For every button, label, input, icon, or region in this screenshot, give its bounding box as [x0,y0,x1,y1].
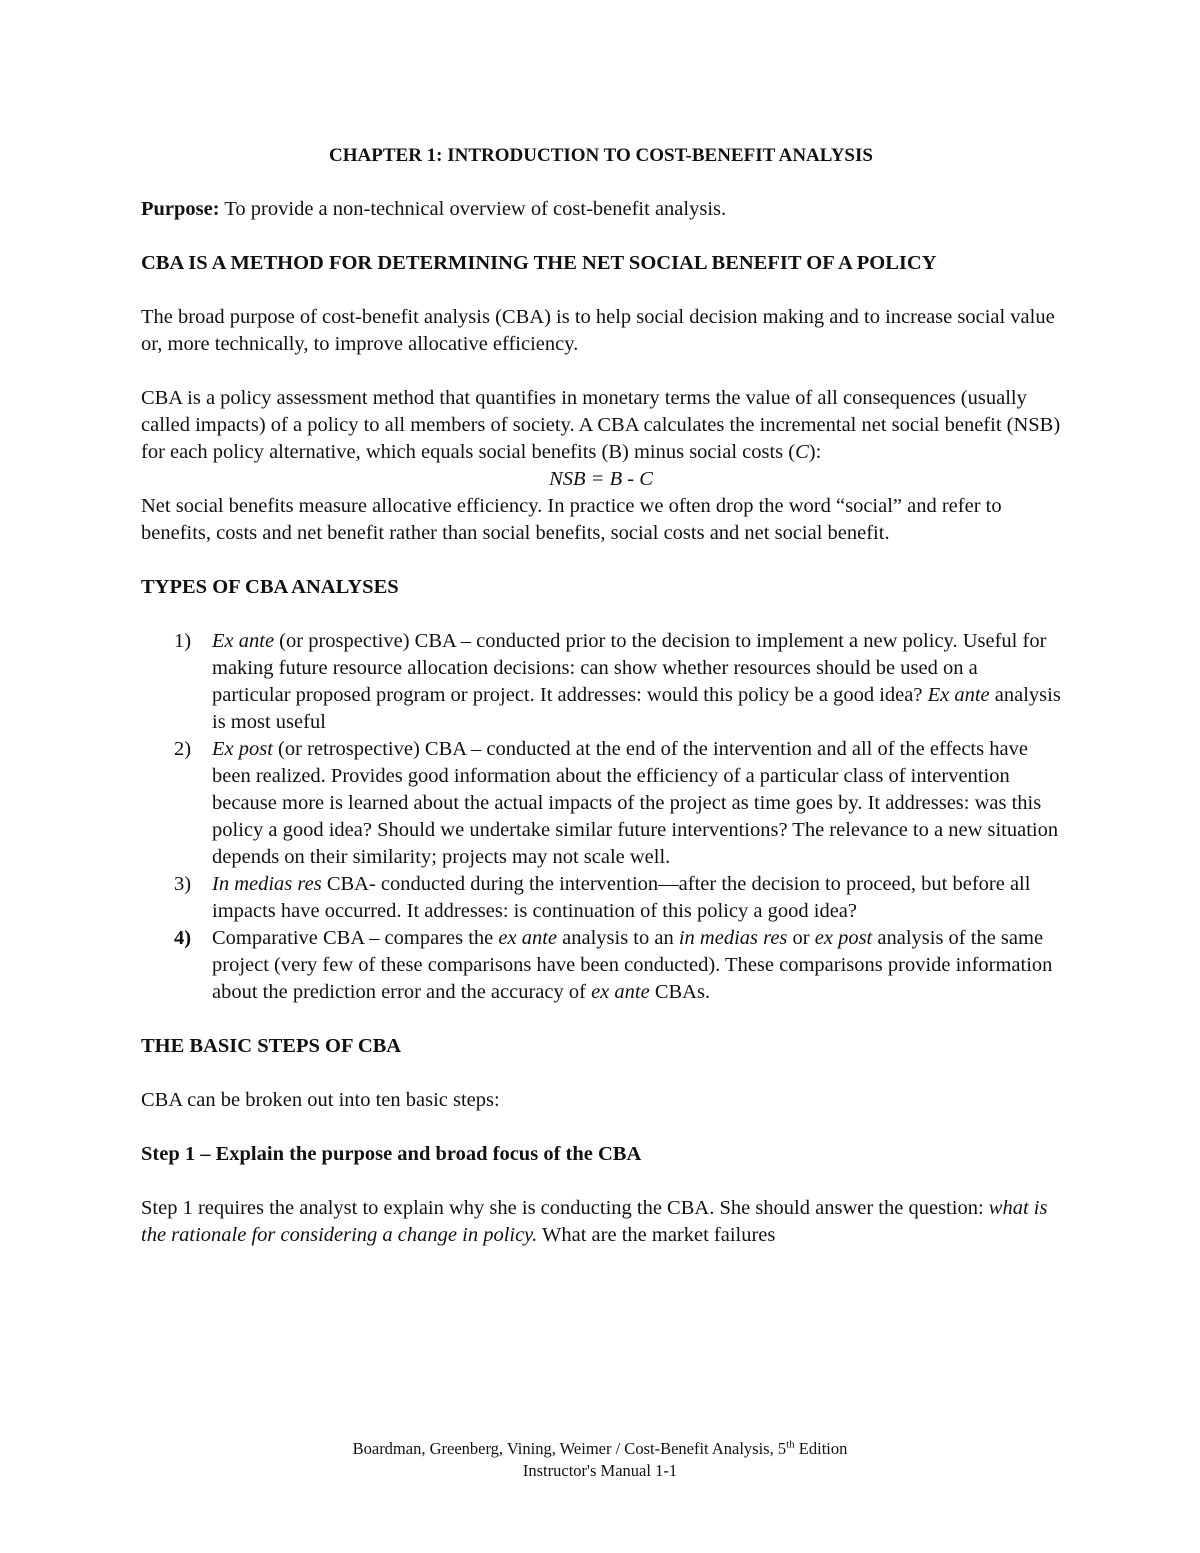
list-item-number: 1) [174,630,192,652]
footer-citation [0,1438,1200,1460]
list-item-number: 2) [174,738,192,760]
list-item-text: (or retrospective) CBA – conducted at the end of the intervention and all of the effects have been realized. Provides good information about the efficiency of a particular class of intervention because more is learned about the actual impacts of the project as time goes by. It addresses: was this policy a good idea? Should we undertake similar future interventions? The relevance to a new situation depends on their similarity; projects may not scale well. [212,738,1059,868]
list-item-text: analysis of the same project (very few of these comparisons have been conducted). These comparisons provide information about the prediction error and the accuracy of [212,927,1053,1003]
list-item [141,925,1061,1006]
policy-assessment-text: CBA is a policy assessment method that quantifies in monetary terms the value of all consequences (usually called impacts) of a policy to all members of society. A CBA calculates the incremental net social benefit (NSB) for each policy alternative, which equals social benefits (B) minus social costs ( [141,387,1061,463]
step-1-text-end: What are the market failures [537,1224,776,1246]
paragraph-net-social-benefits: Net social benefits measure allocative efficiency. In practice we often drop the word “social” and refer to benefits, costs and net benefit rather than social benefits, social costs and net social benefit. [141,495,1002,544]
list-item-text: or [787,927,815,949]
chapter-title: CHAPTER 1: INTRODUCTION TO COST-BENEFIT ANALYSIS [329,145,873,166]
list-item-term: ex ante [591,981,650,1003]
list-item-text: CBA- conducted during the intervention—after the decision to proceed, but before all impacts have occurred. It addresses: is continuation of this policy a good idea? [212,873,1031,922]
list-item-term: ex ante [498,927,557,949]
list-item-text: analysis to an [557,927,679,949]
list-item-term: In medias res [212,873,322,895]
list-item-text: Comparative CBA – compares the [212,927,499,949]
policy-assessment-text-end: ): [808,441,822,463]
types-list [141,628,1061,1006]
page-footer [0,1438,1200,1482]
list-item [141,871,1061,925]
footer-edition-suffix: th [786,1438,795,1451]
paragraph-policy-assessment [141,385,1061,466]
section-heading-basic-steps: THE BASIC STEPS OF CBA [141,1035,402,1057]
list-item-term: ex post [814,927,873,949]
step-1-text: Step 1 requires the analyst to explain why she is conducting the CBA. She should answer the question: [141,1197,989,1219]
list-item-term: Ex ante [927,684,990,706]
list-item-text: analysis is most useful [212,684,1061,733]
nsb-equation: NSB = B - C [549,468,653,490]
list-item-term: Ex ante [212,630,275,652]
purpose-text: To provide a non-technical overview of cost-benefit analysis. [219,198,727,220]
list-item-term: in medias res [678,927,788,949]
step-1-question: what is the rationale for considering a change in policy. [141,1197,1048,1246]
paragraph-ten-steps: CBA can be broken out into ten basic steps: [141,1089,500,1111]
list-item-term: Ex post [212,738,273,760]
list-item-text: CBAs. [649,981,711,1003]
list-item-number: 3) [174,873,192,895]
footer-edition: Edition [794,1439,848,1458]
section-heading-net-social-benefit: CBA IS A METHOD FOR DETERMINING THE NET SOCIAL BENEFIT OF A POLICY [141,252,937,274]
list-item-text: (or prospective) CBA – conducted prior to the decision to implement a new policy. Useful for making future resource allocation decisions: can show whether resources should be used on a particular proposed program or project. It addresses: would this policy be a good idea? [212,630,1047,706]
social-costs-symbol: C [795,441,809,463]
footer-page-number: Instructor's Manual 1-1 [522,1461,678,1480]
list-item [141,628,1061,736]
paragraph-step-1 [141,1195,1061,1249]
purpose-label: Purpose: [141,198,220,220]
section-heading-types: TYPES OF CBA ANALYSES [141,576,399,598]
paragraph-broad-purpose: The broad purpose of cost-benefit analysis (CBA) is to help social decision making and to increase social value or, more technically, to improve allocative efficiency. [141,306,1055,355]
list-item [141,736,1061,871]
page-content [141,142,1061,1276]
footer-authors: Boardman, Greenberg, Vining, Weimer / Cost-Benefit Analysis, 5 [352,1439,787,1458]
purpose-paragraph [141,196,1061,223]
list-item-number: 4) [174,927,192,949]
step-1-heading: Step 1 – Explain the purpose and broad focus of the CBA [141,1143,642,1165]
